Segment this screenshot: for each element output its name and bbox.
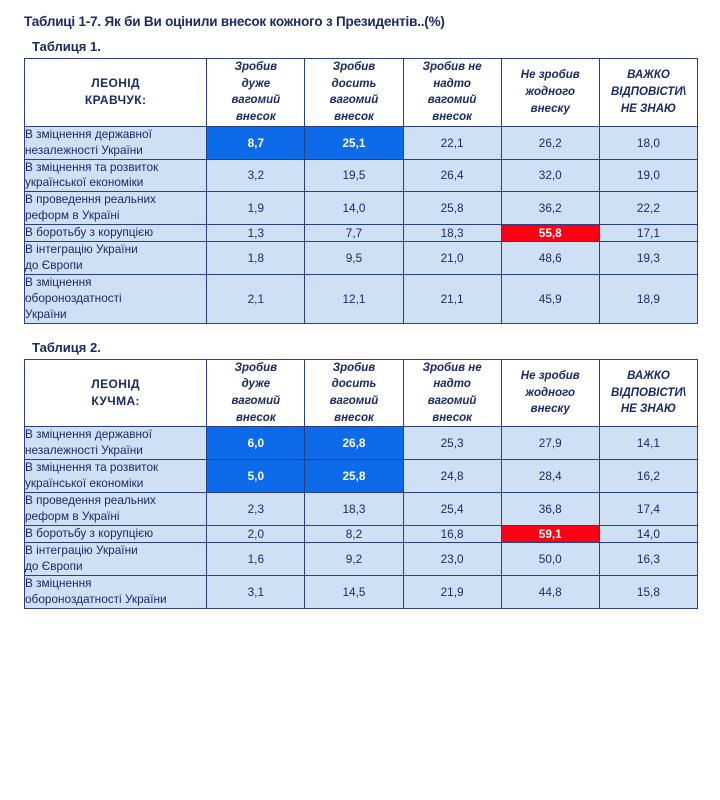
data-cell: 50,0 xyxy=(501,542,599,575)
data-cell: 1,9 xyxy=(207,192,305,225)
table-row xyxy=(25,427,698,460)
data-cell: 26,8 xyxy=(305,427,403,460)
table-row xyxy=(25,242,698,275)
table-1-body xyxy=(25,126,698,323)
data-cell: 25,3 xyxy=(403,427,501,460)
data-cell: 14,0 xyxy=(599,525,697,542)
data-cell: 14,0 xyxy=(305,192,403,225)
data-cell: 8,7 xyxy=(207,126,305,159)
table-row xyxy=(25,126,698,159)
row-label xyxy=(25,225,207,242)
data-cell: 25,8 xyxy=(305,460,403,493)
page-title: Таблиці 1-7. Як би Ви оцінили внесок кожного з Президентів..(%) xyxy=(24,14,445,29)
corner-line-2: КУЧМА: xyxy=(91,394,140,409)
table-row xyxy=(25,542,698,575)
corner-line-1: ЛЕОНІД xyxy=(91,376,140,391)
data-cell: 17,1 xyxy=(599,225,697,242)
row-label-line: до Європи xyxy=(25,558,83,573)
row-label-line: В зміцнення xyxy=(25,274,92,289)
column-header-fairly-significant: Зробив досить вагомий внесок xyxy=(305,359,403,427)
column-header-very-significant: Зробив дуже вагомий внесок xyxy=(207,59,305,127)
data-cell: 21,0 xyxy=(403,242,501,275)
data-cell: 24,8 xyxy=(403,460,501,493)
data-cell: 15,8 xyxy=(599,575,697,608)
row-label-line: В інтеграцію України xyxy=(25,542,138,557)
table-row xyxy=(25,460,698,493)
data-cell: 5,0 xyxy=(207,460,305,493)
data-cell: 21,9 xyxy=(403,575,501,608)
data-cell: 19,5 xyxy=(305,159,403,192)
row-label-line: В зміцнення та розвиток xyxy=(25,159,159,174)
row-label-line: незалежності України xyxy=(25,142,143,157)
table-corner-header xyxy=(25,59,207,127)
data-cell: 9,2 xyxy=(305,542,403,575)
table-row xyxy=(25,575,698,608)
data-cell: 1,6 xyxy=(207,542,305,575)
column-header-hard-to-say: ВАЖКО ВІДПОВІСТИ\ НЕ ЗНАЮ xyxy=(599,359,697,427)
data-cell: 25,1 xyxy=(305,126,403,159)
table-row xyxy=(25,274,698,323)
row-label xyxy=(25,427,207,460)
data-cell: 2,0 xyxy=(207,525,305,542)
table-2-caption: Таблиця 2. xyxy=(32,339,101,355)
data-cell: 3,2 xyxy=(207,159,305,192)
table-row xyxy=(25,525,698,542)
data-cell: 25,4 xyxy=(403,493,501,526)
row-label xyxy=(25,493,207,526)
data-cell: 44,8 xyxy=(501,575,599,608)
row-label-line: незалежності України xyxy=(25,443,143,458)
row-label-line: до Європи xyxy=(25,258,83,273)
data-cell: 32,0 xyxy=(501,159,599,192)
column-header-no-contribution: Не зробив жодного внеску xyxy=(501,59,599,127)
data-cell: 45,9 xyxy=(501,274,599,323)
data-cell: 7,7 xyxy=(305,225,403,242)
data-cell: 16,2 xyxy=(599,460,697,493)
data-cell: 2,1 xyxy=(207,274,305,323)
table-2-body xyxy=(25,427,698,608)
row-label-line: України xyxy=(25,306,67,321)
data-cell: 36,8 xyxy=(501,493,599,526)
table-corner-header xyxy=(25,359,207,427)
data-cell: 22,1 xyxy=(403,126,501,159)
row-label-line: В зміцнення державної xyxy=(25,427,152,442)
data-cell: 25,8 xyxy=(403,192,501,225)
row-label-line: реформ в Україні xyxy=(25,509,120,524)
row-label-line: В боротьбу з корупцією xyxy=(25,225,154,240)
column-header-very-significant: Зробив дуже вагомий внесок xyxy=(207,359,305,427)
data-cell: 3,1 xyxy=(207,575,305,608)
data-cell: 19,3 xyxy=(599,242,697,275)
row-label-line: В зміцнення xyxy=(25,575,92,590)
data-cell: 1,8 xyxy=(207,242,305,275)
data-cell: 9,5 xyxy=(305,242,403,275)
row-label xyxy=(25,525,207,542)
row-label-line: В боротьбу з корупцією xyxy=(25,525,154,540)
row-label xyxy=(25,274,207,323)
table-1-caption: Таблиця 1. xyxy=(32,39,101,54)
data-cell: 27,9 xyxy=(501,427,599,460)
data-cell: 26,2 xyxy=(501,126,599,159)
data-cell: 18,0 xyxy=(599,126,697,159)
row-label-line: обороноздатності xyxy=(25,290,122,305)
data-cell: 22,2 xyxy=(599,192,697,225)
table-spacer xyxy=(18,324,702,340)
data-cell: 8,2 xyxy=(305,525,403,542)
data-cell: 18,3 xyxy=(403,225,501,242)
row-label-line: реформ в Україні xyxy=(25,208,120,223)
data-cell: 16,8 xyxy=(403,525,501,542)
table-row xyxy=(25,159,698,192)
data-cell: 18,3 xyxy=(305,493,403,526)
data-cell: 6,0 xyxy=(207,427,305,460)
data-cell: 16,3 xyxy=(599,542,697,575)
row-label xyxy=(25,242,207,275)
table-kravchuk xyxy=(24,58,698,324)
data-cell: 1,3 xyxy=(207,225,305,242)
data-cell: 17,4 xyxy=(599,493,697,526)
table-header-row xyxy=(25,359,698,427)
data-cell: 28,4 xyxy=(501,460,599,493)
row-label-line: В інтеграцію України xyxy=(25,242,138,257)
row-label-line: української економіки xyxy=(25,476,144,491)
column-header-not-very-significant: Зробив не надто вагомий внесок xyxy=(403,359,501,427)
table-row xyxy=(25,225,698,242)
data-cell: 2,3 xyxy=(207,493,305,526)
data-cell: 12,1 xyxy=(305,274,403,323)
table-row xyxy=(25,192,698,225)
row-label xyxy=(25,192,207,225)
data-cell: 14,1 xyxy=(599,427,697,460)
table-kuchma xyxy=(24,359,698,609)
row-label xyxy=(25,542,207,575)
data-cell: 18,9 xyxy=(599,274,697,323)
column-header-not-very-significant: Зробив не надто вагомий внесок xyxy=(403,59,501,127)
data-cell: 14,5 xyxy=(305,575,403,608)
row-label-line: В зміцнення державної xyxy=(25,126,152,141)
column-header-hard-to-say: ВАЖКО ВІДПОВІСТИ\ НЕ ЗНАЮ xyxy=(599,59,697,127)
data-cell: 59,1 xyxy=(501,525,599,542)
row-label xyxy=(25,460,207,493)
data-cell: 19,0 xyxy=(599,159,697,192)
table-row xyxy=(25,493,698,526)
data-cell: 55,8 xyxy=(501,225,599,242)
row-label-line: В зміцнення та розвиток xyxy=(25,460,159,475)
column-header-no-contribution: Не зробив жодного внеску xyxy=(501,359,599,427)
row-label-line: обороноздатності України xyxy=(25,591,167,606)
corner-line-2: КРАВЧУК: xyxy=(84,93,147,108)
row-label-line: В проведення реальних xyxy=(25,192,156,207)
data-cell: 26,4 xyxy=(403,159,501,192)
row-label xyxy=(25,159,207,192)
row-label-line: В проведення реальних xyxy=(25,493,156,508)
data-cell: 48,6 xyxy=(501,242,599,275)
corner-line-1: ЛЕОНІД xyxy=(91,75,140,90)
row-label xyxy=(25,126,207,159)
data-cell: 36,2 xyxy=(501,192,599,225)
table-header-row xyxy=(25,59,698,127)
data-cell: 23,0 xyxy=(403,542,501,575)
data-cell: 21,1 xyxy=(403,274,501,323)
row-label-line: української економіки xyxy=(25,175,144,190)
column-header-fairly-significant: Зробив досить вагомий внесок xyxy=(305,59,403,127)
row-label xyxy=(25,575,207,608)
